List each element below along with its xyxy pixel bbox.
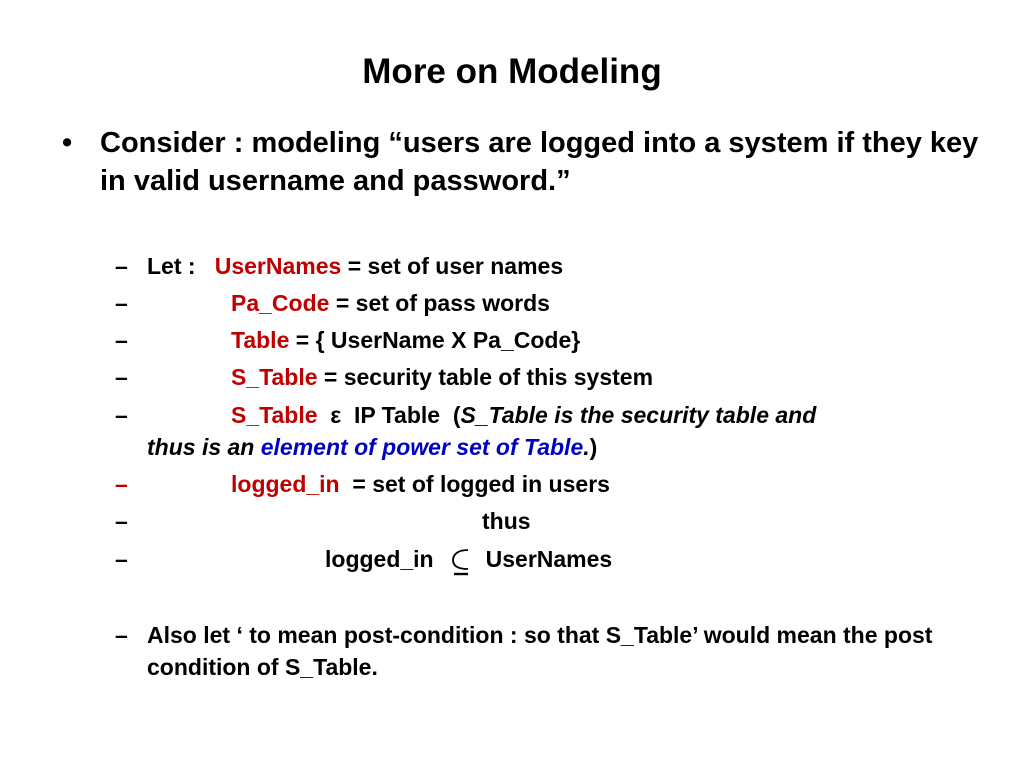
sub-item-body [147,250,977,282]
thus-text: thus [482,508,531,534]
dash: – [115,253,128,279]
dash: – [115,622,128,648]
element-of-operator: ε IP Table ( [317,402,461,428]
dash: – [115,471,128,497]
term-table: Table [231,327,290,353]
slide-title: More on Modeling [362,52,662,91]
term-logged-in: logged_in [231,471,340,497]
sub-item-body [325,543,1024,575]
term-pa-code: Pa_Code [231,290,330,316]
subset-right: UserNames [485,546,613,572]
term-s-table: S_Table [231,364,318,390]
definition-text: = { UserName X Pa_Code} [289,327,581,353]
dash: – [115,290,128,316]
sub-item-body [231,287,1024,319]
dash: – [115,402,128,428]
note-italic-3: . [583,434,590,460]
post-condition-text: Also let ‘ to mean post-condition : so that S_Table’ would mean the post condition of S_Table. [147,622,933,680]
term-s-table: S_Table [231,402,318,428]
definition-text: = set of pass words [329,290,550,316]
dash: – [115,327,128,353]
dash: – [115,546,128,572]
sub-item-body-line1 [231,399,1024,431]
bullet-symbol: • [62,127,73,159]
definition-text: = security table of this system [317,364,654,390]
sub-item-body-line2 [147,431,977,463]
note-italic-1: S_Table is the security table and [460,402,817,428]
let-prefix: Let : [147,253,202,279]
dash: – [115,364,128,390]
subset-equal-icon [450,543,472,575]
definition-text: = set of user names [341,253,564,279]
close-paren: ) [589,434,598,460]
dash: – [115,508,128,534]
note-italic-2: thus is an [147,434,261,460]
term-usernames: UserNames [214,253,342,279]
sub-item-body [231,468,1024,500]
main-bullet-text: Consider : modeling “users are logged into a system if they key in valid username and password.” [100,127,979,197]
definition-text: = set of logged in users [339,471,610,497]
note-power-set: element of power set of Table [260,434,584,460]
sub-item-body [231,361,1024,393]
subset-left: logged_in [325,546,434,572]
sub-item-body [231,324,1024,356]
